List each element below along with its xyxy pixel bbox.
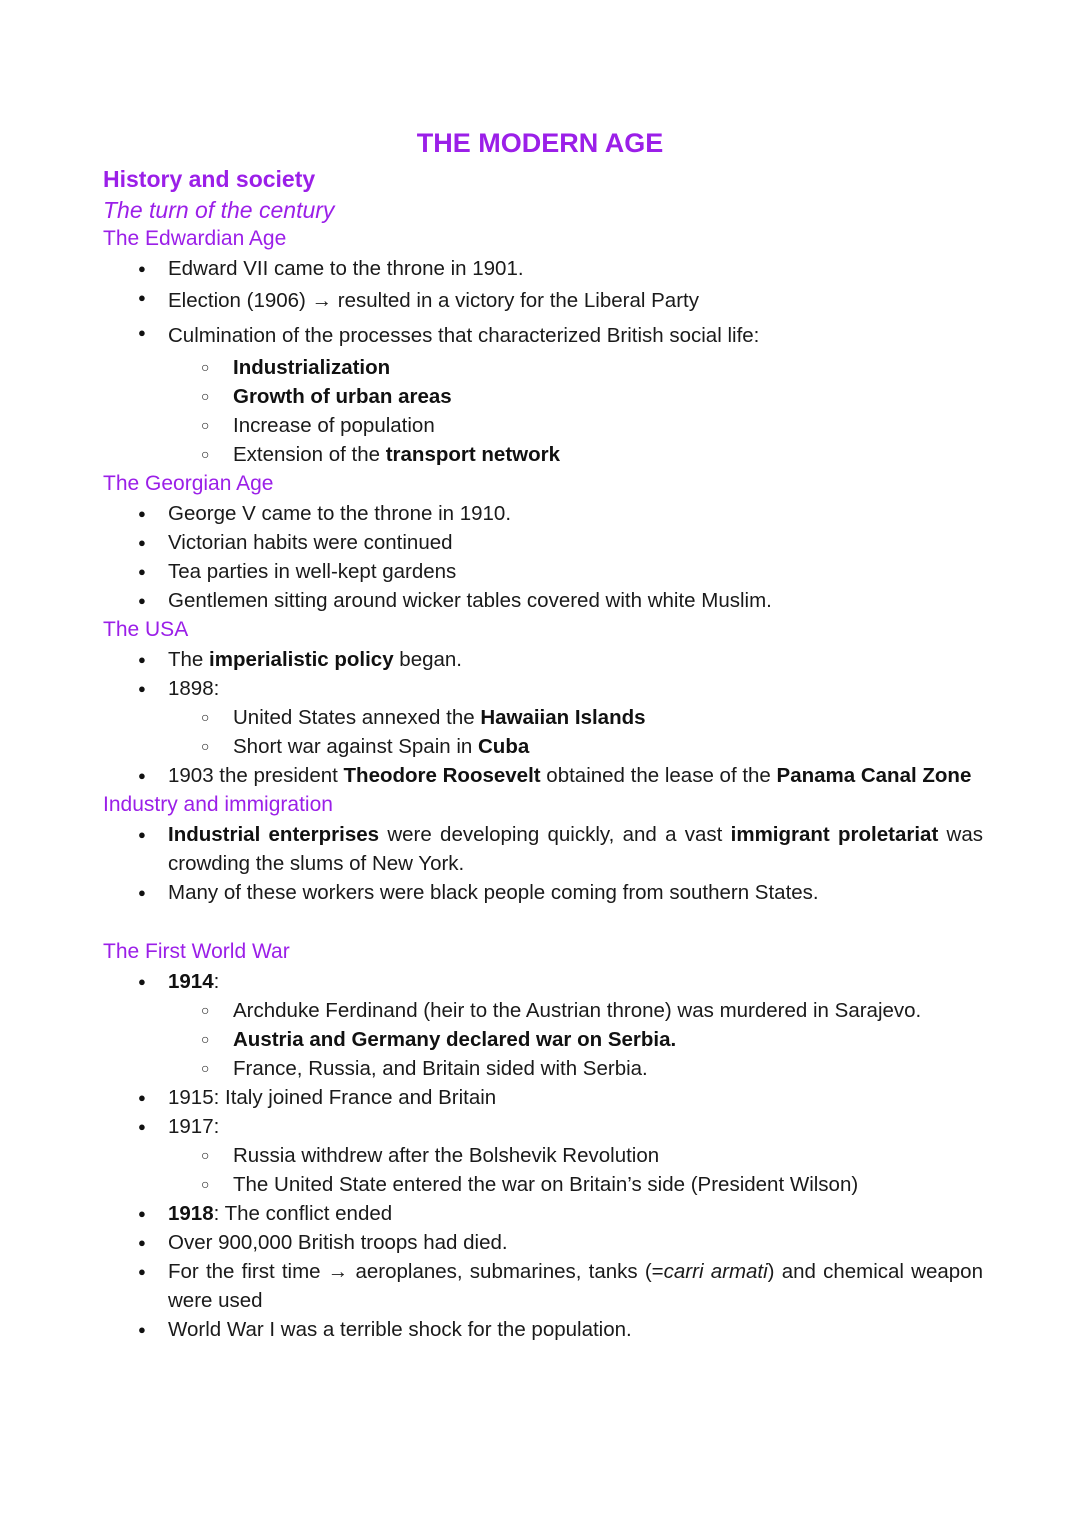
list-item: [103, 1257, 983, 1315]
list-item: [103, 586, 983, 615]
item-text: 1903 the president: [168, 764, 344, 787]
item-text: Increase of population: [233, 414, 435, 437]
item-text: Over 900,000 British troops had died.: [168, 1231, 508, 1254]
sub-list-item: [103, 1025, 983, 1054]
item-text: Victorian habits were continued: [168, 531, 453, 554]
bold-text: imperialistic policy: [209, 648, 394, 671]
bold-text: Growth of urban areas: [233, 385, 452, 408]
bold-text: Theodore Roosevelt: [343, 764, 541, 787]
list-item: [103, 254, 983, 283]
sub-list-item: [103, 1054, 983, 1083]
document-body: [103, 162, 983, 1344]
usa-list: [103, 645, 983, 790]
item-text: United States annexed the: [233, 706, 481, 729]
item-text: George V came to the throne in 1910.: [168, 502, 512, 525]
list-item: [103, 1112, 983, 1141]
bold-text: Panama Canal Zone: [776, 764, 972, 787]
item-text: Extension of the: [233, 443, 386, 466]
industry-list: [103, 820, 983, 907]
heading-usa: The USA: [103, 618, 189, 641]
sub-list-item: [103, 1170, 983, 1199]
heading-georgian-age: The Georgian Age: [103, 472, 274, 495]
item-text: Gentlemen sitting around wicker tables covered with white Muslim.: [168, 589, 772, 612]
sub-list-item: [103, 996, 983, 1025]
bold-text: Industrialization: [233, 356, 391, 379]
heading-first-world-war: The First World War: [103, 940, 290, 963]
bold-text: immigrant proletariat: [730, 823, 939, 846]
sub-list-item: [103, 411, 983, 440]
item-text: Election (1906) → resulted in a victory for the Liberal Party: [168, 289, 699, 312]
list-item: [103, 499, 983, 528]
bold-text: Industrial enterprises: [168, 823, 380, 846]
list-item: [103, 967, 983, 996]
item-text: 1915: Italy joined France and Britain: [168, 1086, 497, 1109]
item-text: began.: [393, 648, 463, 671]
item-text: Many of these workers were black people coming from southern States.: [168, 881, 819, 904]
item-text: were developing quickly, and a vast: [379, 823, 731, 846]
item-text: 1898:: [168, 677, 220, 700]
item-text: Short war against Spain in: [233, 735, 478, 758]
list-item: [103, 557, 983, 586]
page-title: THE MODERN AGE: [416, 128, 664, 158]
item-text: France, Russia, and Britain sided with Serbia.: [233, 1057, 648, 1080]
heading-industry-immigration: Industry and immigration: [103, 793, 333, 816]
sub-list-item: [103, 440, 983, 469]
list-item: [103, 674, 983, 703]
item-text: Culmination of the processes that characterized British social life:: [168, 324, 760, 347]
sub-list-item: [103, 353, 983, 382]
item-text: Archduke Ferdinand (heir to the Austrian throne) was murdered in Sarajevo.: [233, 999, 922, 1022]
item-text: The: [168, 648, 210, 671]
bold-text: 1918: [168, 1202, 214, 1225]
item-text: was crowding the slums of New York.: [168, 823, 984, 875]
item-text: Edward VII came to the throne in 1901.: [168, 257, 524, 280]
item-text: World War I was a terrible shock for the population.: [168, 1318, 632, 1341]
item-text: ) and chemical weapon were used: [168, 1260, 983, 1312]
item-text: The United State entered the war on Britain’s side (President Wilson): [233, 1173, 859, 1196]
item-text: : The conflict ended: [213, 1202, 393, 1225]
list-item: [103, 878, 983, 907]
ww1-list: [103, 967, 983, 1344]
item-text: 1917:: [168, 1115, 220, 1138]
list-item: [103, 820, 983, 878]
list-item: [103, 1315, 983, 1344]
item-text: :: [213, 970, 220, 993]
edwardian-list: [103, 254, 983, 469]
georgian-list: [103, 499, 983, 615]
bold-text: transport network: [385, 443, 560, 466]
sub-list-item: [103, 382, 983, 411]
heading-edwardian-age: The Edwardian Age: [103, 227, 287, 250]
bold-text: Austria and Germany declared war on Serbia.: [233, 1028, 677, 1051]
item-text: obtained the lease of the: [540, 764, 777, 787]
subheading-turn-of-century: The turn of the century: [103, 197, 335, 223]
sub-list-item: [103, 732, 983, 761]
list-item: [103, 761, 983, 790]
list-item: [103, 645, 983, 674]
sub-list-item: [103, 1141, 983, 1170]
list-item: [103, 318, 983, 353]
section-heading-history: History and society: [103, 166, 316, 192]
list-item: [103, 1083, 983, 1112]
item-text: For the first time → aeroplanes, submarines, tanks (=: [168, 1260, 664, 1283]
italic-text: carri armati: [663, 1260, 768, 1283]
bold-text: Hawaiian Islands: [480, 706, 646, 729]
list-item: [103, 528, 983, 557]
item-text: Russia withdrew after the Bolshevik Revolution: [233, 1144, 660, 1167]
sub-list-item: [103, 703, 983, 732]
list-item: [103, 1228, 983, 1257]
bold-text: Cuba: [478, 735, 530, 758]
item-text: Tea parties in well-kept gardens: [168, 560, 457, 583]
bold-text: 1914: [168, 970, 214, 993]
spacer: [103, 907, 983, 937]
list-item: [103, 1199, 983, 1228]
list-item: [103, 283, 983, 318]
